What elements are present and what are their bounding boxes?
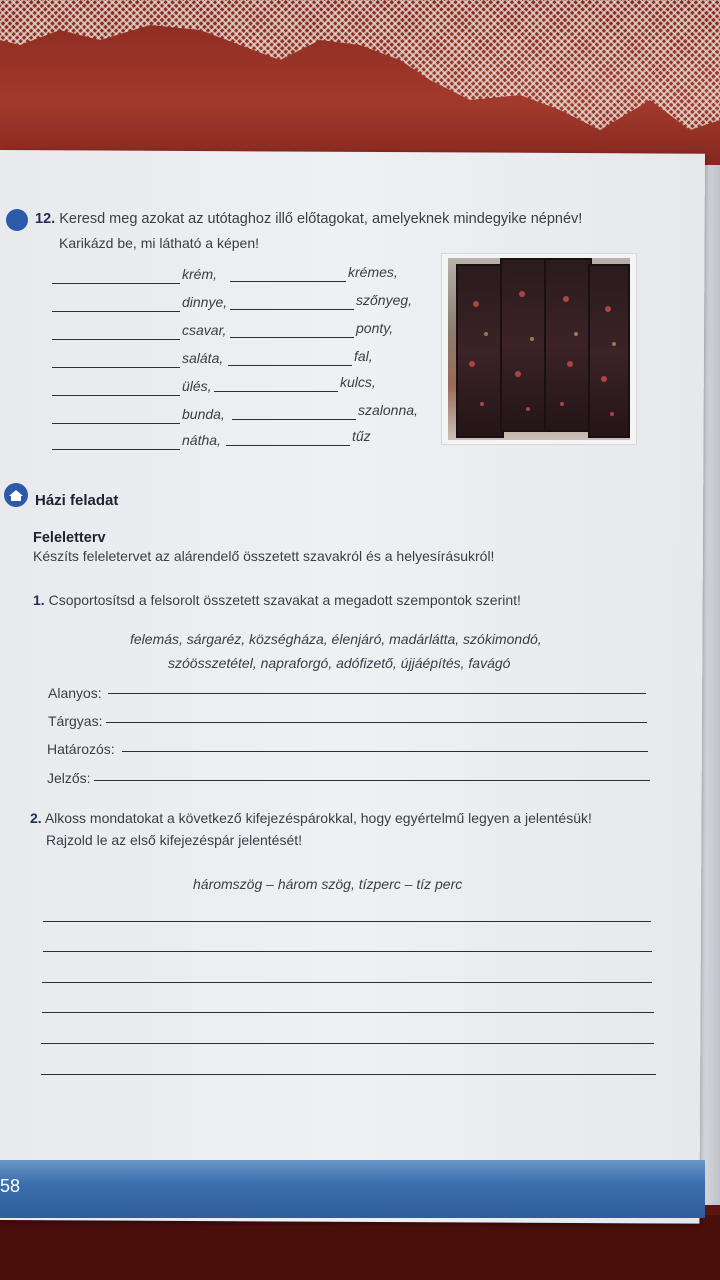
row-suffix-left: saláta, [182, 350, 224, 366]
answer-line[interactable] [106, 722, 647, 723]
blank-line[interactable] [52, 367, 180, 368]
exercise-12-line2: Karikázd be, mi látható a képen! [59, 235, 260, 251]
row-suffix-right: szőnyeg, [356, 292, 413, 308]
exercise-bullet-icon [6, 209, 28, 231]
blank-line[interactable] [52, 449, 180, 450]
task-2-line2: Rajzold le az első kifejezéspár jelentését! [46, 832, 303, 848]
page-footer-band [0, 1160, 705, 1218]
row-suffix-right: szalonna, [358, 402, 418, 418]
feleletterv-heading: Feleletterv [33, 530, 106, 546]
blank-line[interactable] [230, 281, 346, 282]
category-alanyos: Alanyos: [48, 685, 102, 701]
row-suffix-left: bunda, [182, 406, 225, 422]
writing-line[interactable] [41, 1074, 656, 1075]
category-targyas: Tárgyas: [48, 713, 103, 729]
task-2-line1 [30, 810, 592, 826]
answer-line[interactable] [108, 693, 646, 694]
blank-line[interactable] [52, 423, 180, 424]
word-list-line2: szóösszetétel, napraforgó, adófizető, újjáépítés, favágó [168, 655, 511, 671]
blank-line[interactable] [230, 309, 354, 310]
row-suffix-left: csavar, [182, 322, 227, 338]
blank-line[interactable] [52, 283, 180, 284]
exercise-12-instruction: Keresd meg azokat az utótaghoz illő előtagokat, amelyeknek mindegyike népnév! [59, 211, 583, 227]
expression-pairs: háromszög – három szög, tízperc – tíz perc [193, 876, 463, 892]
homework-intro: Készíts feleletervet az alárendelő összetett szavakról és a helyesírásukról! [33, 548, 495, 564]
writing-line[interactable] [42, 982, 652, 983]
category-jelzos: Jelzős: [47, 770, 91, 786]
blank-line[interactable] [52, 311, 180, 312]
home-icon [2, 483, 30, 507]
answer-line[interactable] [122, 751, 648, 752]
word-list-line1: felemás, sárgaréz, községháza, élenjáró, madárlátta, szókimondó, [130, 631, 542, 647]
blank-line[interactable] [226, 445, 350, 446]
row-suffix-right: krémes, [348, 264, 398, 280]
task-2-number: 2. [30, 810, 42, 826]
task-1-text: Csoportosítsd a felsorolt összetett szavakat a megadott szempontok szerint! [48, 592, 521, 608]
exercise-12-line1 [35, 211, 582, 227]
row-suffix-left: ülés, [182, 378, 212, 394]
folding-screen-photo [442, 254, 636, 444]
exercise-12-number: 12. [35, 211, 56, 227]
table-bottom [0, 1215, 720, 1280]
blank-line[interactable] [214, 391, 338, 392]
blank-line[interactable] [230, 337, 354, 338]
homework-heading: Házi feladat [35, 492, 119, 509]
page-number: 58 [0, 1176, 21, 1196]
task-2-text: Alkoss mondatokat a következő kifejezéspárokkal, hogy egyértelmű legyen a jelentésük! [44, 810, 592, 826]
blank-line[interactable] [232, 419, 356, 420]
blank-line[interactable] [52, 339, 180, 340]
writing-line[interactable] [43, 921, 651, 922]
row-suffix-right: kulcs, [340, 374, 376, 390]
row-suffix-right: ponty, [356, 320, 394, 336]
task-1-number: 1. [33, 592, 45, 608]
row-suffix-right: tűz [352, 428, 371, 444]
answer-line[interactable] [94, 780, 650, 781]
task-1-line [33, 592, 521, 608]
screen-ornament-dots [442, 254, 636, 444]
row-suffix-left: dinnye, [182, 294, 228, 310]
category-hatarozos: Határozós: [47, 741, 115, 757]
row-suffix-left: nátha, [182, 432, 221, 448]
row-suffix-right: fal, [354, 348, 373, 364]
row-suffix-left: krém, [182, 266, 217, 282]
blank-line[interactable] [52, 395, 180, 396]
writing-line[interactable] [43, 951, 652, 952]
blank-line[interactable] [228, 365, 352, 366]
writing-line[interactable] [42, 1012, 654, 1013]
writing-line[interactable] [41, 1043, 654, 1044]
